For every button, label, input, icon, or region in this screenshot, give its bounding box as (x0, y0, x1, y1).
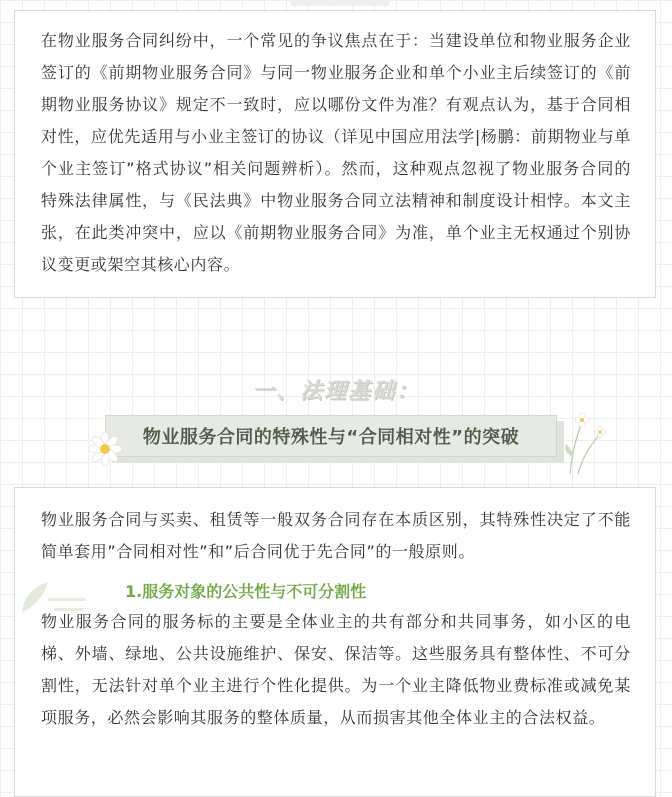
section-intro-paragraph: 物业服务合同与买卖、租赁等一般双务合同存在本质区别，其特殊性决定了不能简单套用”合同相对性”和”后合同优于先合同”的一般原则。 (41, 510, 631, 561)
intro-paragraph: 在物业服务合同纠纷中，一个常见的争议焦点在于：当建设单位和物业服务企业签订的《前期物业服务合同》与同一物业服务企业和单个小业主后续签订的《前期物业服务协议》规定不一致时，应以哪份文件为准？有观点认为，基于合同相对性，应优先适用与小业主签订的协议（详见中国应用法学|杨鹏：前期物业与单个业主签订”格式协议”相关问题辨析）。然而，这种观点忽视了物业服务合同的特殊法律属性，与《民法典》中物业服务合同立法精神和制度设计相悖。本文主张，在此类冲突中，应以《前期物业服务合同》为准，单个业主无权通过个别协议变更或架空其核心内容。 (41, 31, 631, 274)
section-heading: 一、法理基础： (251, 379, 420, 404)
section-card (14, 487, 656, 797)
banner-title: 物业服务合同的特殊性与“合同相对性”的突破 (142, 427, 520, 448)
intro-card (14, 10, 656, 298)
sub-paragraph: 物业服务合同的服务标的主要是全体业主的共有部分和共同事务，如小区的电梯、外墙、绿地、公共设施维护、保安、保洁等。这些服务具有整体性、不可分割性，无法针对单个业主进行个性化提供。为一个业主降低物业费标准或减免某项服务，必然会影响其服务的整体质量，从而损害其他全体业主的合法权益。 (41, 612, 631, 727)
top-decoration-strip (290, 0, 390, 6)
leaf-icon (18, 578, 88, 618)
section-banner (105, 415, 557, 457)
wildflower-icon (560, 408, 610, 474)
daisy-icon (88, 432, 122, 466)
sub-heading: 1.服务对象的公共性与不可分割性 (125, 582, 367, 601)
